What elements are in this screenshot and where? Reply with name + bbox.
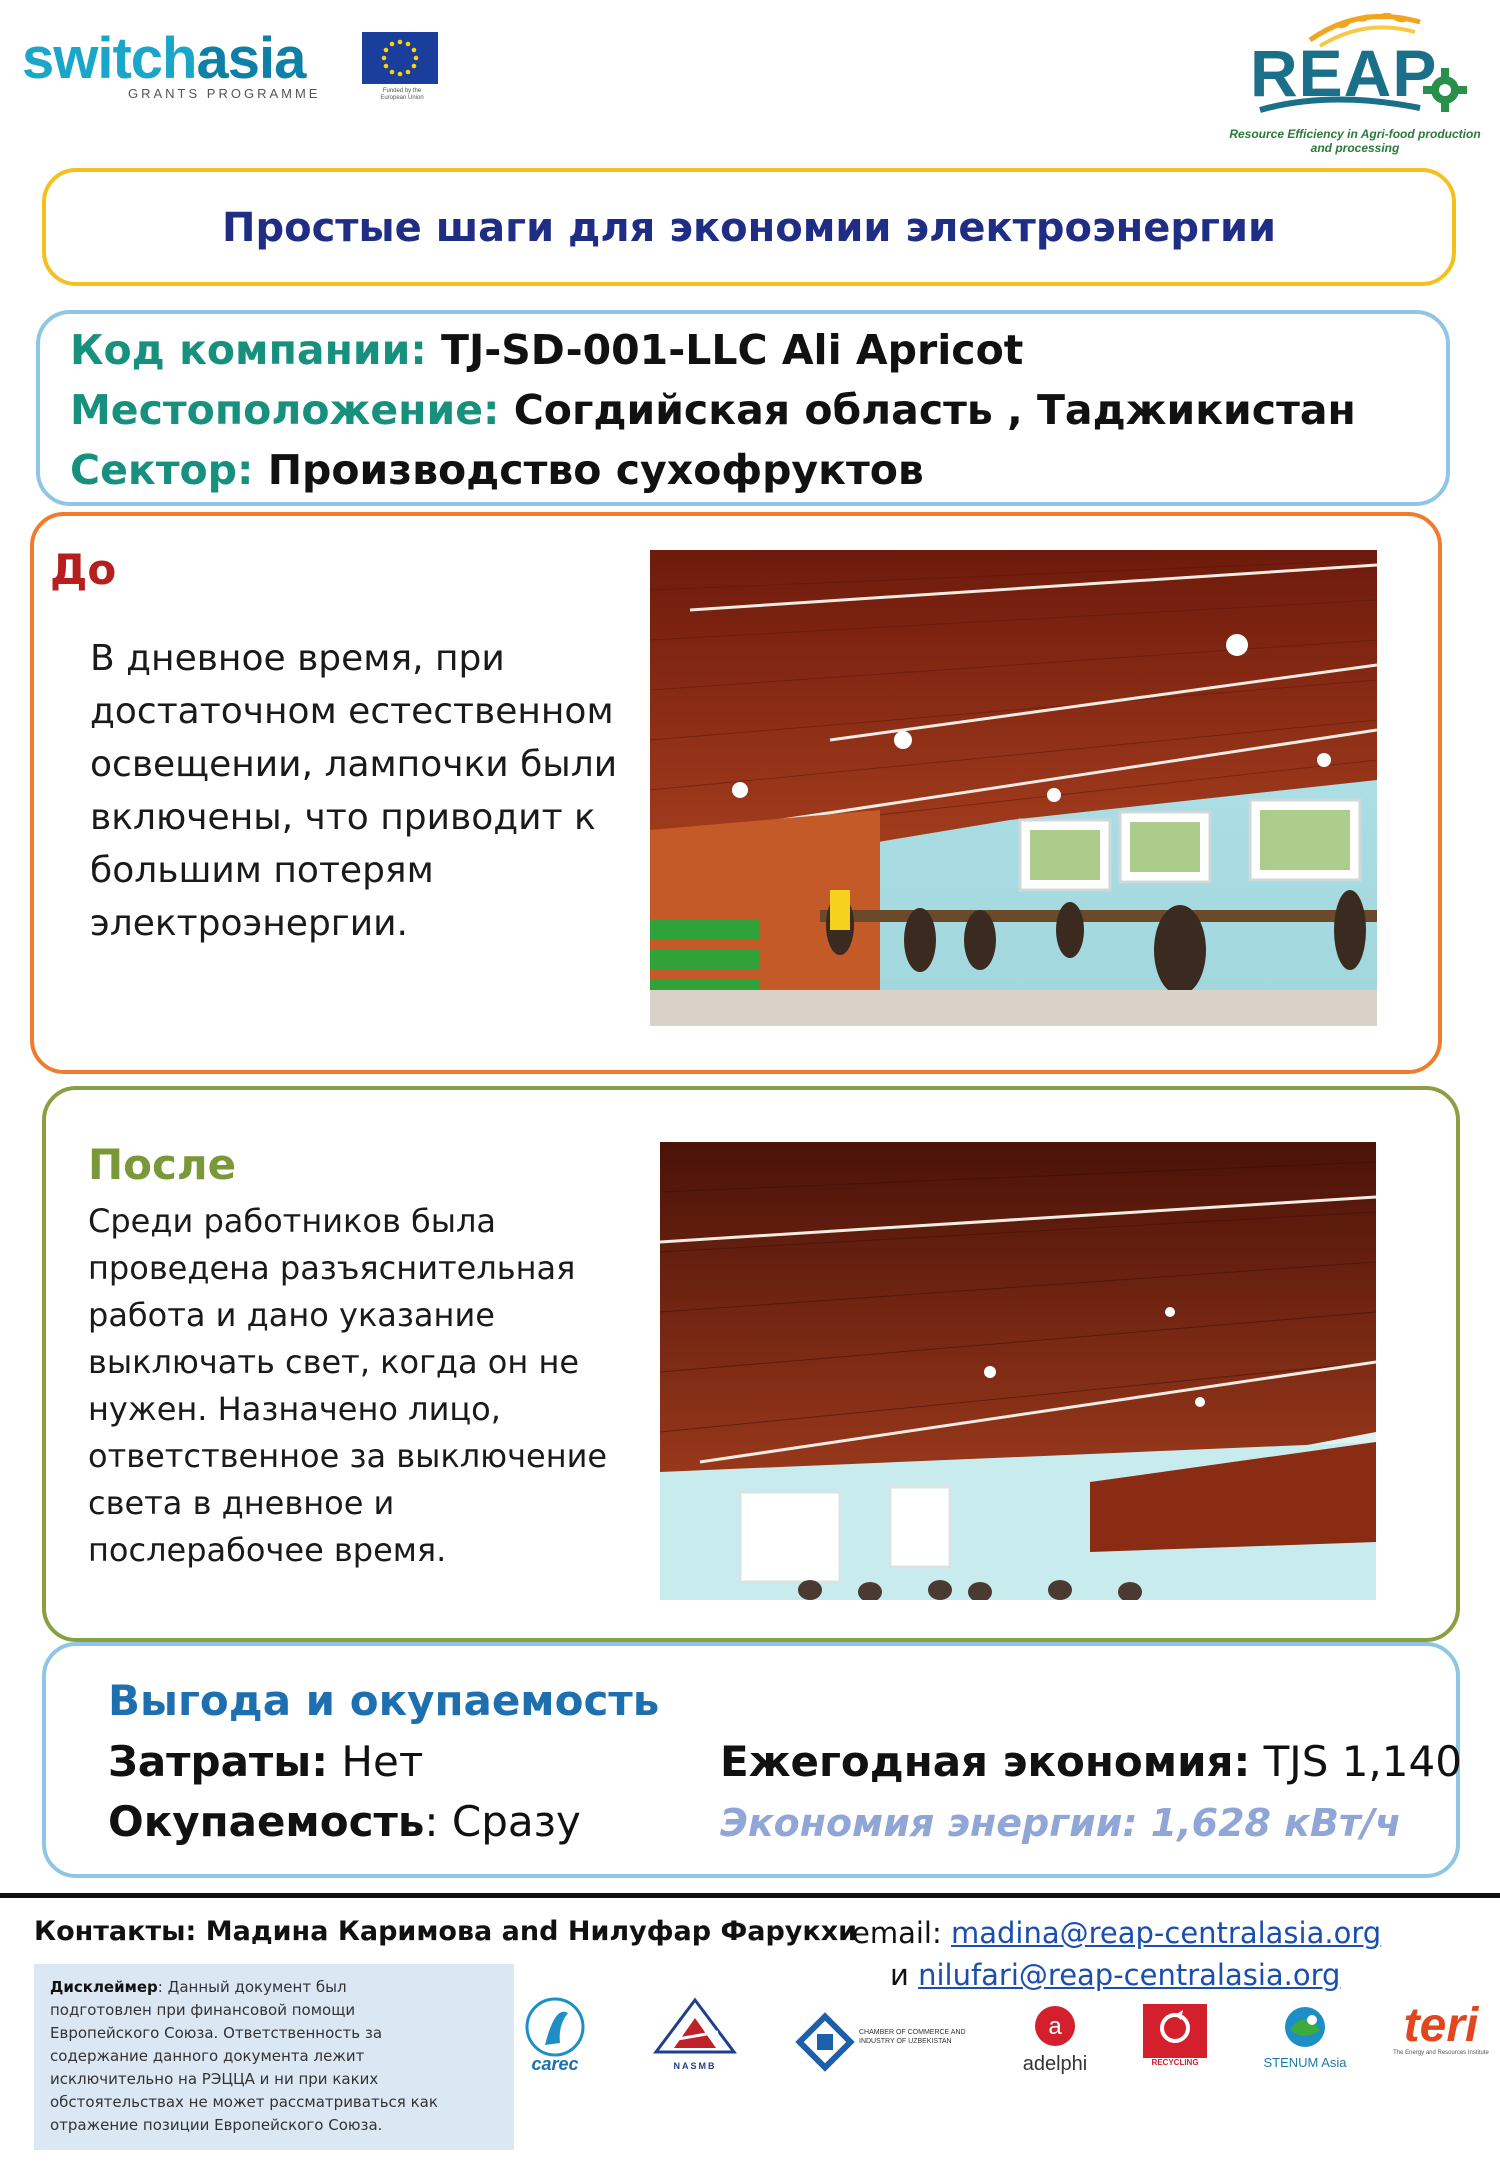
page-title: Простые шаги для экономии электроэнергии [221, 205, 1277, 251]
annual-savings-value: TJS 1,140 [1250, 1737, 1462, 1786]
teri-logo-subtitle: The Energy and Resources Institute [1393, 2050, 1489, 2056]
nasmb-logo-text: NASMB [673, 2061, 717, 2071]
cost-label: Затраты: [108, 1737, 329, 1786]
location-value: Согдийская область , Таджикистан [513, 386, 1356, 434]
austria-recycling-logo [1140, 2004, 1210, 2084]
switchasia-subtitle: GRANTS PROGRAMME [128, 86, 321, 101]
teri-logo-text: teri [1403, 1999, 1479, 2052]
after-photo [660, 1142, 1376, 1600]
sector-value: Производство сухофруктов [267, 446, 924, 494]
teri-logo [1386, 1999, 1496, 2082]
reap-logo-text: REAP [1250, 36, 1438, 110]
reap-logo-subtitle: Resource Efficiency in Agri-food production and processing [1229, 127, 1481, 155]
footer-divider [0, 1893, 1500, 1898]
after-line: послерабочее время. [88, 1531, 447, 1569]
email-link-madina[interactable]: madina@reap-centralasia.org [950, 1916, 1382, 1950]
contacts: Контакты: Мадина Каримова and Нилуфар Фарукхи [34, 1916, 858, 1947]
company-code-value: TJ-SD-001-LLC Ali Apricot [441, 326, 1024, 374]
cost-value: Нет [328, 1737, 424, 1786]
after-line: нужен. Назначено лицо, [88, 1390, 501, 1428]
disclaimer-line: Европейского Союза. Ответственность за [50, 2024, 383, 2042]
location-label: Местоположение: [70, 386, 500, 434]
after-line: Среди работников была [88, 1202, 497, 1240]
after-line: ответственное за выключение [88, 1437, 608, 1475]
before-description [90, 632, 630, 950]
disclaimer-line: содержание данного документа лежит [50, 2047, 365, 2065]
carec-logo-text: carec [531, 2054, 579, 2074]
annual-savings-label: Ежегодная экономия: [720, 1737, 1251, 1786]
benefits-heading: Выгода и окупаемость [108, 1676, 660, 1725]
carec-logo [510, 1995, 600, 2085]
payback-label: Окупаемость [108, 1797, 425, 1846]
before-line: электроэнергии. [90, 903, 408, 944]
nasmb-logo [650, 1996, 740, 2086]
switchasia-logo-part2: asia [196, 26, 306, 91]
eu-flag-icon [362, 32, 438, 84]
before-heading: До [50, 545, 117, 594]
chamber-commerce-uzbekistan-logo [795, 2012, 975, 2082]
disclaimer-line: подготовлен при финансовой помощи [50, 2001, 356, 2019]
disclaimer-label: Дисклеймер [50, 1978, 158, 1996]
chamber-logo-text: CHAMBER OF COMMERCE AND INDUSTRY OF UZBEKISTAN [859, 2029, 966, 2045]
eu-caption: Funded by the European Union [380, 88, 424, 102]
after-line: работа и дано указание [88, 1296, 495, 1334]
sector-line [70, 446, 924, 494]
company-code-label: Код компании: [70, 326, 427, 374]
after-line: света в дневное и [88, 1484, 395, 1522]
company-code-line [70, 326, 1024, 374]
before-line: В дневное время, при [90, 638, 505, 679]
before-line: большим потерям [90, 850, 434, 891]
sector-label: Сектор: [70, 446, 254, 494]
before-line: включены, что приводит к [90, 797, 596, 838]
disclaimer-line: : Данный документ был [157, 1978, 347, 1996]
switchasia-logo [22, 26, 306, 91]
cost-line [108, 1737, 424, 1786]
after-description [88, 1198, 648, 1574]
adelphi-logo [1010, 2004, 1100, 2084]
before-line: освещении, лампочки были [90, 744, 618, 785]
email-prefix: email: [852, 1916, 951, 1950]
location-line [70, 386, 1356, 434]
payback-line [108, 1797, 581, 1846]
adelphi-logo-text: adelphi [1022, 2053, 1088, 2075]
after-heading: После [88, 1140, 237, 1189]
email-line [852, 1916, 1381, 1950]
disclaimer-line: отражение позиции Европейского Союза. [50, 2116, 383, 2134]
before-photo [650, 550, 1377, 1026]
stenum-asia-text: STENUM Asia [1263, 2055, 1347, 2070]
disclaimer-line: исключительно на РЭЦЦА и ни при каких [50, 2070, 379, 2088]
disclaimer-line: обстоятельствах не может рассматриваться как [50, 2093, 438, 2111]
and-prefix: и [890, 1958, 919, 1992]
email-line-2 [890, 1958, 1340, 1992]
switchasia-logo-part1: switch [22, 26, 197, 91]
svg-text:a: a [1048, 2013, 1062, 2040]
stenum-asia-logo [1250, 2004, 1360, 2084]
payback-value: : Сразу [424, 1797, 581, 1846]
after-line: выключать свет, когда он не [88, 1343, 580, 1381]
after-line: проведена разъяснительная [88, 1249, 576, 1287]
austria-recycling-text: AUSTRIA RECYCLING [1151, 2049, 1199, 2067]
disclaimer [34, 1964, 514, 2150]
email-link-nilufari[interactable]: nilufari@reap-centralasia.org [918, 1958, 1341, 1992]
before-line: достаточном естественном [90, 691, 614, 732]
annual-savings-line [720, 1737, 1462, 1786]
energy-savings: Экономия энергии: 1,628 кВт/ч [720, 1801, 1401, 1845]
